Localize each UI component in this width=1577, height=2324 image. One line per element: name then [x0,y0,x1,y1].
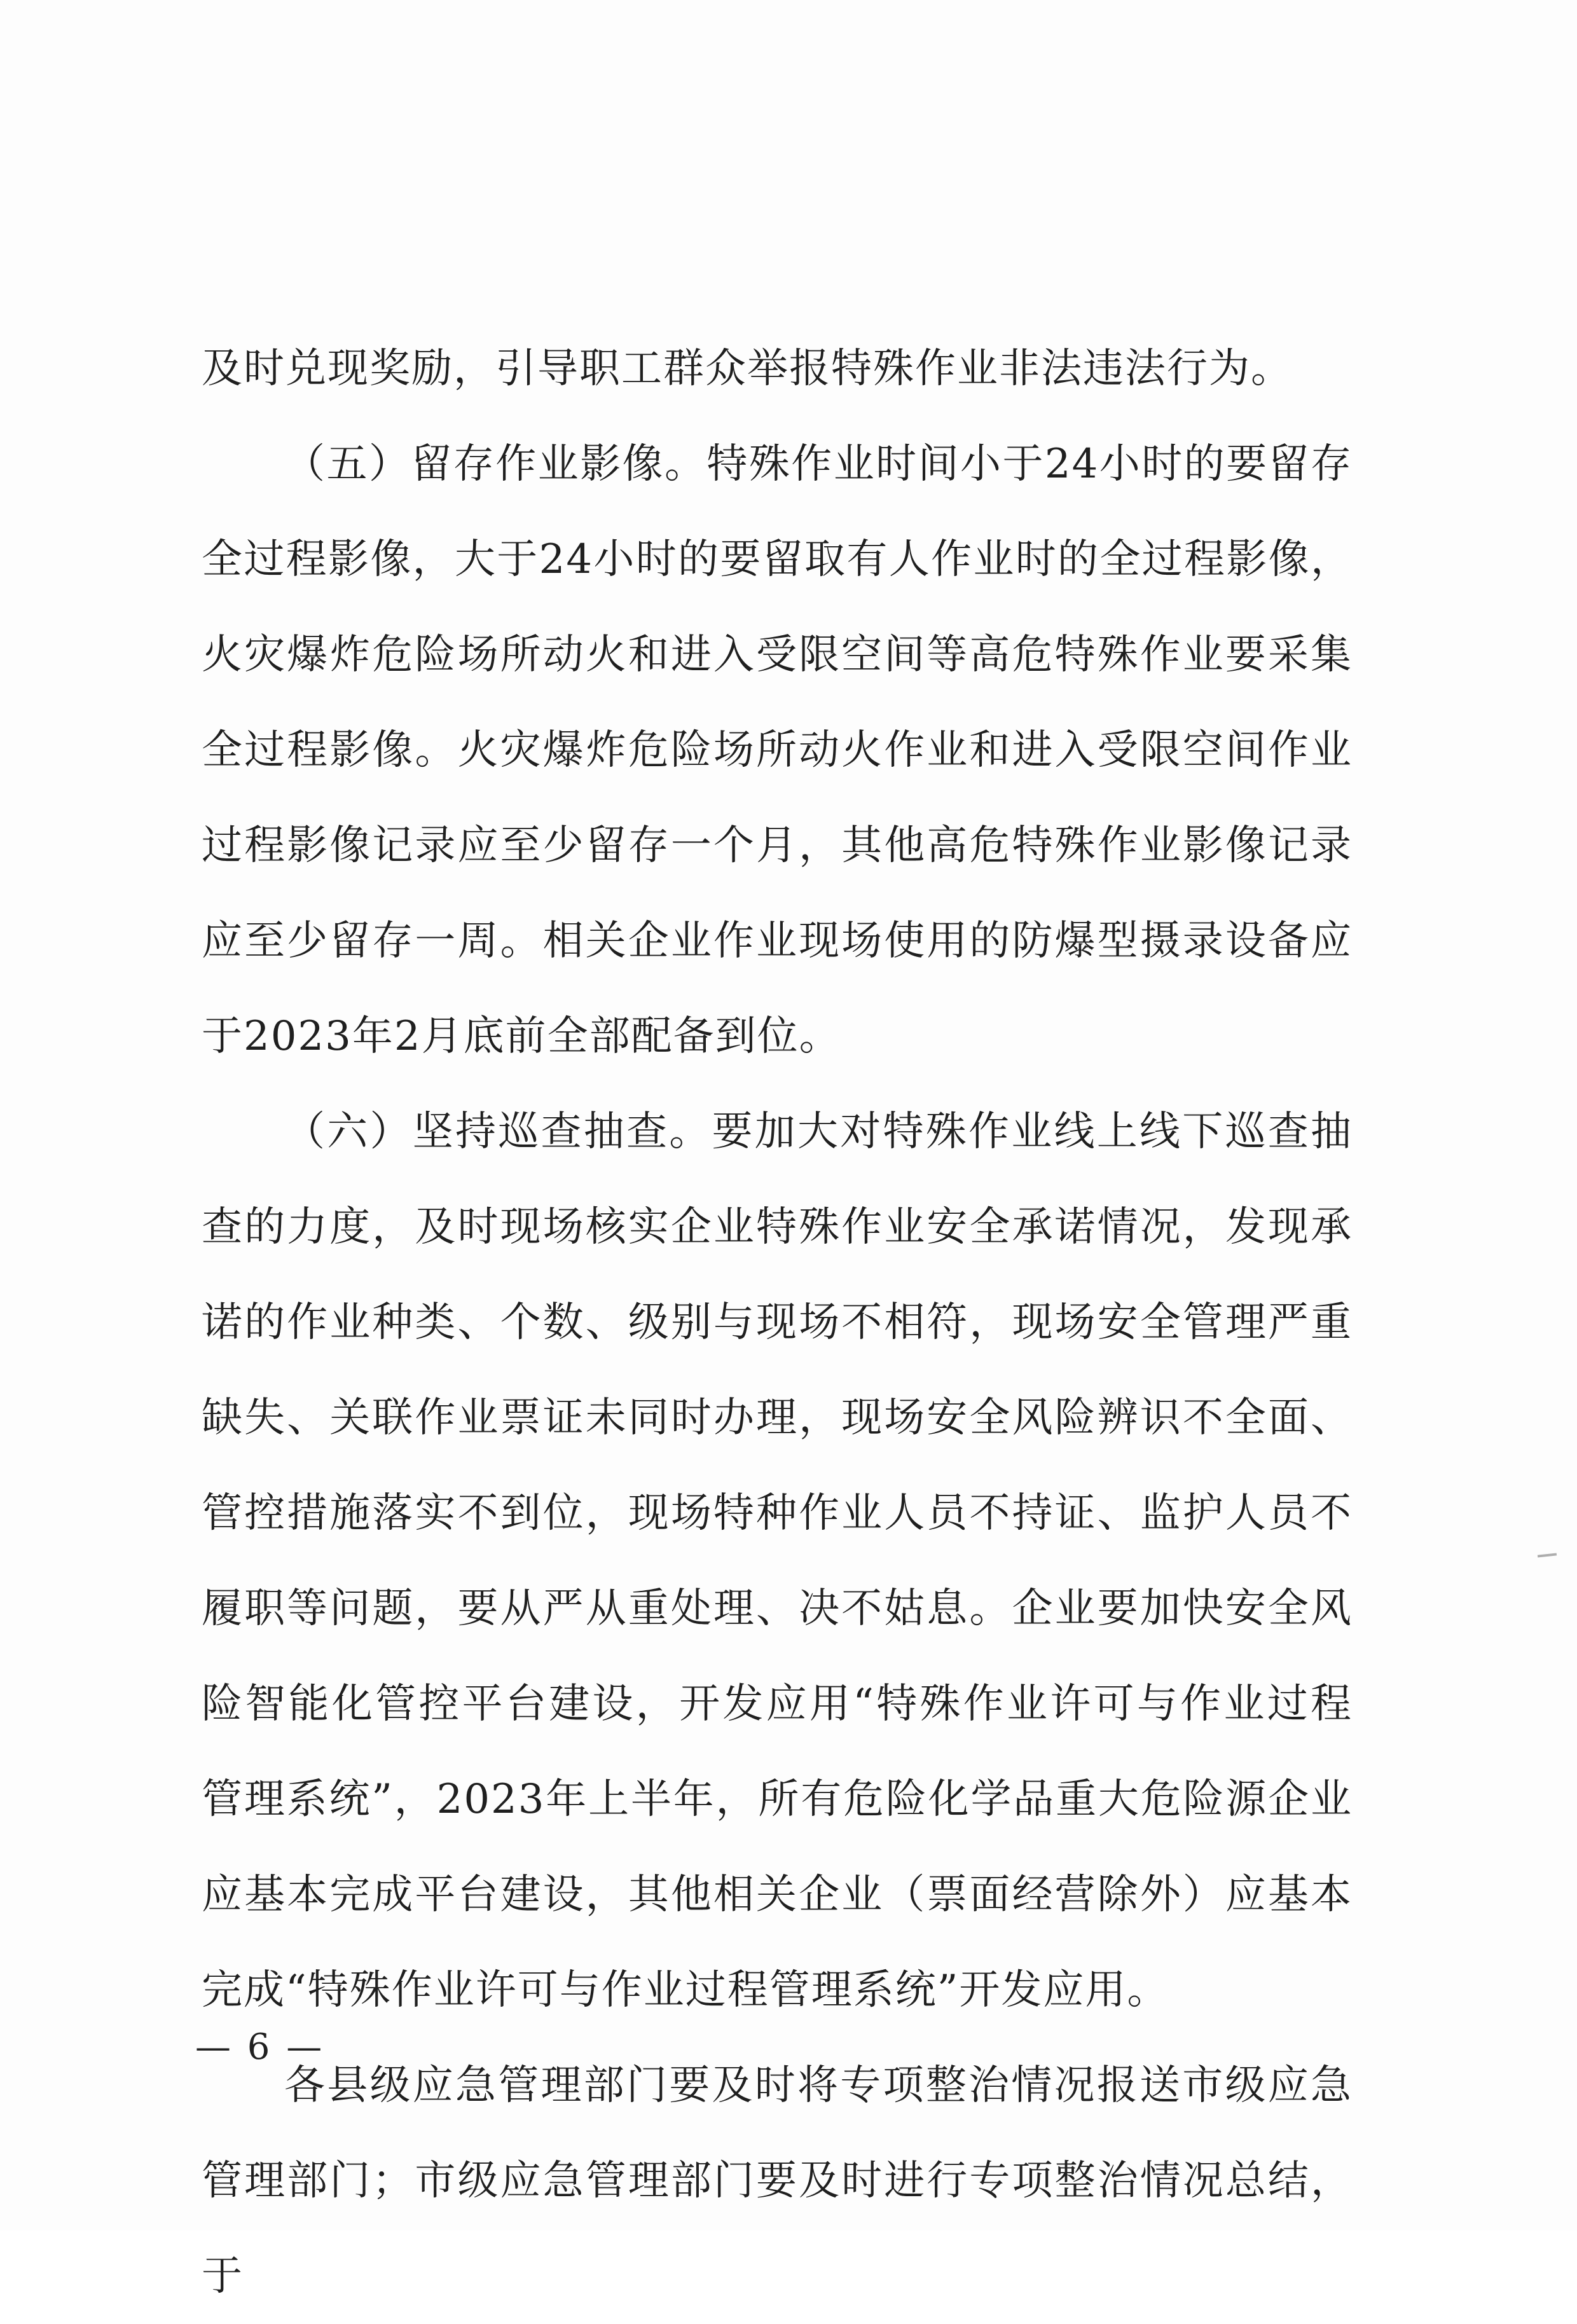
paragraph-section-6: （六）坚持巡查抽查。要加大对特殊作业线上线下巡查抽查的力度，及时现场核实企业特殊作业安全承诺情况，发现承诺的作业种类、个数、级别与现场不相符，现场安全管理严重缺失、关联作业票证未同时办理，现场安全风险辨识不全面、管控措施落实不到位，现场特种作业人员不持证、监护人员不履职等问题，要从严从重处理、决不姑息。企业要加快安全风险智能化管控平台建设，开发应用“特殊作业许可与作业过程管理系统”，2023年上半年，所有危险化学品重大危险源企业应基本完成平台建设，其他相关企业（票面经营除外）应基本完成“特殊作业许可与作业过程管理系统”开发应用。 [202,1108,1353,2014]
paragraph-reporting: 各县级应急管理部门要及时将专项整治情况报送市级应急管理部门；市级应急管理部门要及时进行专项整治情况总结，于 [202,2062,1353,2300]
scan-margin-mark [1538,1553,1557,1557]
document-body [202,321,1353,2324]
paragraph-continuation: 及时兑现奖励，引导职工群众举报特殊作业非法违法行为。 [202,345,1293,392]
paragraph-section-5: （五）留存作业影像。特殊作业时间小于24小时的要留存全过程影像，大于24小时的要留取有人作业时的全过程影像，火灾爆炸危险场所动火和进入受限空间等高危特殊作业要采集全过程影像。火灾爆炸危险场所动火作业和进入受限空间作业过程影像记录应至少留存一个月，其他高危特殊作业影像记录应至少留存一周。相关企业作业现场使用的防爆型摄录设备应于2023年2月底前全部配备到位。 [202,441,1353,1060]
page-number: — 6 — [195,2026,325,2068]
